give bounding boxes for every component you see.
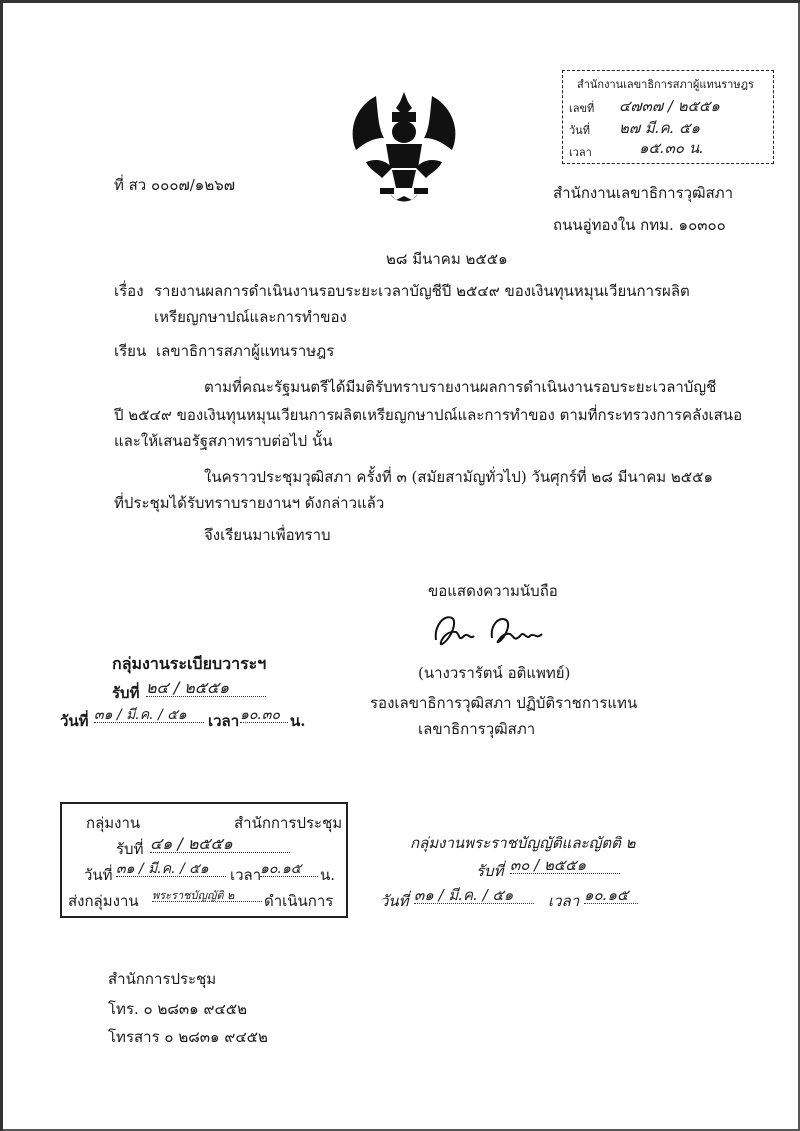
registry-title: กลุ่มงานระเบียบวาระฯ [112, 654, 267, 673]
legislation-time-label: เวลา [548, 892, 580, 910]
paragraph-1-line-3: และให้เสนอรัฐสภาทราบต่อไป นั้น [114, 432, 333, 450]
signer-title-1: รองเลขาธิการวุฒิสภา ปฏิบัติราชการแทน [370, 694, 638, 712]
meeting-time-label: เวลา [230, 866, 262, 884]
registry-date-value: ๓๑ / มี.ค. / ๕๑ [94, 708, 204, 723]
secretariat-receipt-stamp [562, 70, 774, 164]
footer-fax: โทรสาร ๐ ๒๘๓๑ ๙๔๕๒ [108, 1028, 268, 1046]
meeting-time-unit: น. [320, 866, 336, 884]
paragraph-1-line-2: ปี ๒๕๔๙ ของเงินทุนหมุนเวียนการผลิตเหรียญกษาปณ์และการทำของ ตามที่กระทรวงการคลังเสนอ [114, 406, 743, 424]
signer-name: (นางวรารัตน์ อติแพทย์) [418, 664, 571, 682]
footer-telephone: โทร. ๐ ๒๘๓๑ ๙๔๕๒ [108, 1000, 248, 1018]
meeting-bureau-stamp [60, 802, 348, 918]
meeting-date-label: วันที่ [84, 866, 113, 884]
meeting-recv-label: รับที่ [116, 840, 144, 858]
legislation-time-value: ๑๐.๑๕ [584, 888, 638, 904]
meeting-send-label: ส่งกลุ่มงาน [68, 892, 139, 910]
stamp-org-line: สำนักงานเลขาธิการสภาผู้แทนราษฎร [577, 78, 754, 91]
meeting-action: ดำเนินการ [264, 892, 334, 910]
stamp-date-value: ๒๗ มี.ค. ๕๑ [619, 119, 701, 137]
subject-line-2: เหรียญกษาปณ์และการทำของ [154, 308, 347, 326]
stamp-no-label: เลขที่ [569, 102, 595, 115]
stamp-no-value: ๔๗๓๗ / ๒๕๕๑ [619, 97, 720, 115]
meeting-send-value: พระราชบัญญัติ ๒ [152, 890, 262, 902]
legislation-date-label: วันที่ [380, 892, 409, 910]
legislation-title: กลุ่มงานพระราชบัญญัติและญัตติ ๒ [410, 834, 636, 852]
letter-date: ๒๘ มีนาคม ๒๕๕๑ [386, 250, 508, 268]
footer-organization: สำนักการประชุม [108, 970, 217, 988]
registry-recv-label: รับที่ [112, 684, 140, 702]
signer-title-2: เลขาธิการวุฒิสภา [418, 720, 536, 738]
registry-recv-value: ๒๔ / ๒๕๕๑ [146, 680, 266, 697]
paragraph-2-line-2: ที่ประชุมได้รับทราบรายงานฯ ดังกล่าวแล้ว [114, 494, 385, 512]
meeting-title-right: สำนักการประชุม [234, 814, 343, 832]
meeting-recv-value: ๔๑ / ๒๕๕๑ [150, 836, 290, 853]
reference-number: ที่ สว ๐๐๐๗/๑๒๖๗ [114, 176, 236, 194]
closing: ขอแสดงความนับถือ [428, 582, 558, 600]
meeting-date-value: ๓๑ / มี.ค. / ๕๑ [116, 862, 226, 877]
registry-time-unit: น. [290, 712, 306, 730]
meeting-time-value: ๑๐.๑๕ [260, 862, 318, 877]
paragraph-2-line-1: ในคราวประชุมวุฒิสภา ครั้งที่ ๓ (สมัยสามัญทั่วไป) วันศุกร์ที่ ๒๘ มีนาคม ๒๕๕๑ [204, 468, 714, 486]
registry-time-value: ๑๐.๓๐ [240, 708, 288, 723]
legislation-recv-value: ๓๐ / ๒๕๕๑ [510, 858, 620, 874]
paragraph-3: จึงเรียนมาเพื่อทราบ [204, 526, 331, 544]
paragraph-1-line-1: ตามที่คณะรัฐมนตรีได้มีมติรับทราบรายงานผลการดำเนินงานรอบระยะเวลาบัญชี [204, 378, 717, 396]
sender-address: ถนนอู่ทองใน กทม. ๑๐๓๐๐ [553, 216, 726, 234]
recipient-label: เรียน [114, 342, 147, 360]
legislation-recv-label: รับที่ [476, 862, 504, 880]
subject-label: เรื่อง [114, 282, 144, 300]
registry-date-label: วันที่ [60, 712, 89, 730]
stamp-time-value: ๑๕.๓๐ น. [639, 139, 704, 157]
subject-line-1: รายงานผลการดำเนินงานรอบระยะเวลาบัญชีปี ๒๕๔๙ ของเงินทุนหมุนเวียนการผลิต [154, 282, 690, 300]
garuda-emblem [346, 88, 462, 208]
sender-organization: สำนักงานเลขาธิการวุฒิสภา [553, 184, 734, 202]
recipient: เลขาธิการสภาผู้แทนราษฎร [156, 342, 335, 360]
signature [430, 610, 550, 654]
meeting-title-left: กลุ่มงาน [86, 814, 141, 832]
legislation-date-value: ๓๑ / มี.ค. / ๕๑ [414, 888, 534, 904]
registry-time-label: เวลา [208, 712, 240, 730]
stamp-time-label: เวลา [569, 146, 592, 159]
stamp-date-label: วันที่ [569, 124, 590, 137]
